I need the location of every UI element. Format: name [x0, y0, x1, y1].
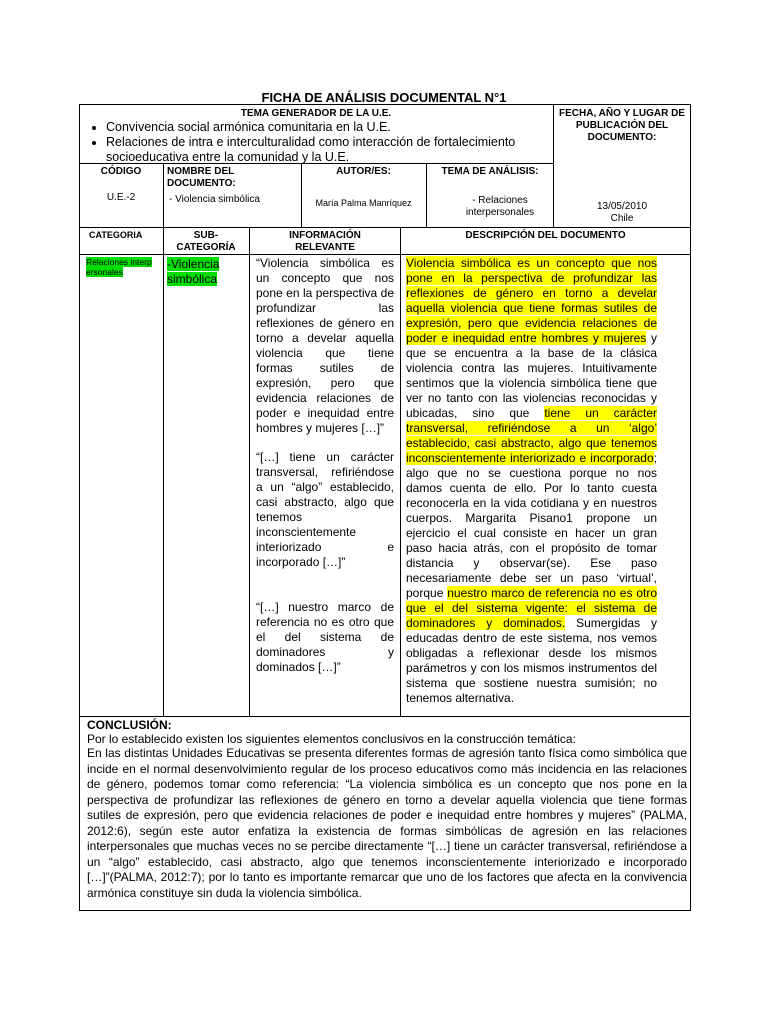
theme-list: [86, 120, 548, 165]
topic-label: TEMA DE ANÁLISIS:: [441, 166, 539, 177]
conclusion-label: CONCLUSIÓN:: [87, 718, 172, 732]
conclusion-body: En las distintas Unidades Educativas se presenta diferentes formas de agresión tanto física como simbólica que incide en el normal desenvolvimiento regular de los proceso educativos como más incidencia en las relaciones de género, podemos tomar como referencia: “La violencia simbólica es un concepto que nos pone en la perspectiva de profundizar las reflexiones de género en torno a develar aquella violencia que tiene formas sutiles de expresión, pero que evidencia relaciones de poder e inequidad entre hombres y mujeres” (PALMA, 2012:6), según este autor enfatiza la existencia de formas simbólicas de agresión en las relaciones interpersonales que muchas veces no se percibe directamente “[…] tiene un carácter transversal, refiriéndose a un “algo” establecido, casi abstracto, algo que tenemos inconscientemente interiorizado e incorporado […]”(PALMA, 2012:7); por lo tanto es importante remarcar que uno de los factores que afecta en la convivencia armónica constituye sin duda la violencia simbólica.: [87, 746, 687, 900]
date-value: 13/05/2010: [596, 201, 648, 212]
category-value: Relaciones interpersonales: [86, 257, 152, 277]
author-value: María Palma Manríquez: [315, 198, 412, 208]
divider: [163, 163, 164, 716]
description-text: y que se encuentra a la base de la clásica violencia contra las mujeres. Intuitivamente sentimos que la violencia simbólica tiene que ver no tanto con las violencias reconocidas y ubicadas, sino que: [406, 331, 657, 420]
code-label: CÓDIGO: [100, 166, 142, 177]
doc-name-label: NOMBRE DEL DOCUMENTO:: [167, 166, 236, 189]
theme-label: TEMA GENERADOR DE LA U.E.: [240, 108, 392, 119]
subcategory-value: -Violencia simbólica: [167, 257, 220, 286]
code-value: U.E.-2: [106, 192, 136, 203]
info-paragraph: “[…] tiene un carácter transversal, refiriéndose a un “algo” establecido, casi abstracto, algo que tenemos inconscientemente interiorizado e incorporado […]”: [256, 450, 394, 569]
description-highlight: Violencia simbólica es un concepto que nos pone en la perspectiva de profundizar las reflexiones de género en torno a develar aquella violencia que tiene formas sutiles de expresión, pero que evidencia relaciones de poder e inequidad entre hombres y mujeres: [406, 256, 657, 345]
doc-name-value: - Violencia simbólica: [169, 194, 260, 205]
divider: [79, 716, 691, 717]
description-highlight: tiene un carácter transversal, refiriéndose a un ‘algo’ establecido, casi abstracto, algo que tenemos inconscientemente interiorizado e incorporado: [406, 406, 657, 465]
column-header-description: DESCRIPCIÓN DEL DOCUMENTO: [465, 230, 626, 241]
date-label: FECHA, AÑO Y LUGAR DE PUBLICACIÓN DEL DOCUMENTO:: [559, 108, 685, 143]
column-header-info: INFORMACIÓN RELEVANTE: [289, 230, 361, 253]
topic-value: - Relaciones interpersonales: [465, 195, 535, 218]
subcategory-cell: [167, 257, 237, 287]
category-cell: [86, 257, 156, 277]
theme-item: • Relaciones de intra e interculturalidad como interacción de fortalecimiento socioeducativa entre la comunidad y la U.E.: [106, 135, 548, 165]
divider: [79, 254, 691, 255]
place-value: Chile: [610, 213, 634, 224]
description-text: Sumergidas y educadas dentro de este sistema, nos vemos obligadas a reflexionar desde los mismos parámetros y con los mismos instrumentos del sistema que sostiene nuestra sumisión; no tenemos alternativa.: [406, 616, 657, 705]
divider: [426, 163, 427, 227]
divider: [553, 104, 554, 227]
description-text: ; algo que no se cuestiona porque no nos damos cuenta de ello. Por lo tanto cuesta reconocerla en la vida cotidiana y en nuestros cuerpos. Margarita Pisano1 propone un ejercicio el cual consiste en hacer un gran paso hacia atrás, con el propósito de tomar distancia y observar(se). Ese paso necesariamente debe ser un paso ‘virtual’, porque: [406, 451, 657, 600]
column-header-subcategory: SUB-CATEGORÍA: [176, 230, 236, 253]
author-label: AUTOR/ES:: [336, 166, 391, 177]
divider: [79, 227, 691, 228]
column-header-category: CATEGORIA: [89, 230, 143, 240]
conclusion-intro: Por lo establecido existen los siguientes elementos conclusivos en la construcción temática:: [87, 732, 576, 746]
divider: [400, 227, 401, 716]
theme-item: • Convivencia social armónica comunitaria en la U.E.: [106, 120, 548, 135]
description-highlight: nuestro marco de referencia no es otro que el del sistema vigente: el sistema de dominadores y dominados.: [406, 586, 657, 630]
info-paragraph: “Violencia simbólica es un concepto que nos pone en la perspectiva de profundizar las reflexiones de género en torno a develar aquella violencia que tiene formas sutiles de expresión, pero que evidencia relaciones de poder e inequidad entre hombres y mujeres […]”: [256, 256, 394, 435]
info-paragraph: “[…] nuestro marco de referencia no es otro que el del sistema de dominadores y dominados […]”: [256, 600, 394, 674]
divider: [301, 163, 302, 227]
description-cell: [406, 256, 657, 706]
document-title: FICHA DE ANÁLISIS DOCUMENTAL N°1: [261, 90, 507, 105]
divider: [249, 227, 250, 716]
info-cell: [256, 256, 394, 689]
